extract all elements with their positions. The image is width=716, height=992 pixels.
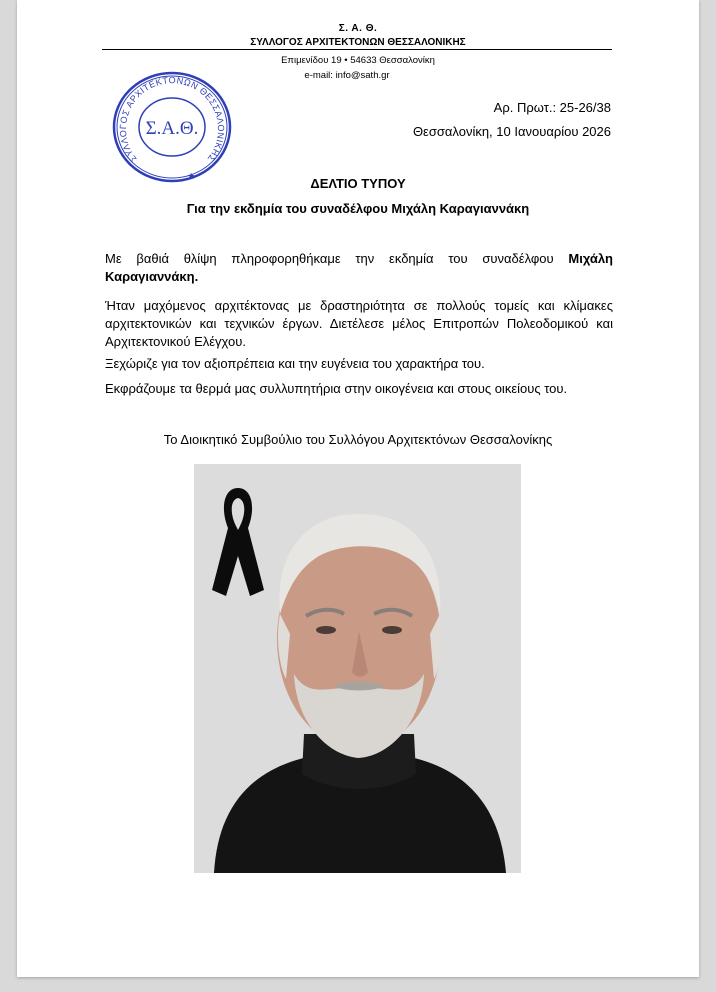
org-name: ΣΥΛΛΟΓΟΣ ΑΡΧΙΤΕΚΤΟΝΩΝ ΘΕΣΣΑΛΟΝΙΚΗΣ <box>250 37 466 48</box>
org-abbreviation: Σ. Α. Θ. <box>338 23 378 34</box>
svg-text:ΣΥΛΛΟΓΟΣ ΑΡΧΙΤΕΚΤΟΝΩΝ ΘΕΣΣΑΛΟΝ: ΣΥΛΛΟΓΟΣ ΑΡΧΙΤΕΚΤΟΝΩΝ ΘΕΣΣΑΛΟΝΙΚΗΣ <box>117 75 227 164</box>
document-date: Θεσσαλονίκη, 10 Ιανουαρίου 2026 <box>412 124 611 139</box>
org-address: Επιμενίδου 19 • 54633 Θεσσαλονίκη <box>281 55 435 66</box>
paragraph-2: Ήταν μαχόμενος αρχιτέκτονας με δραστηριότητα σε πολλούς τομείς και κλίμακες αρχιτεκτονικών και τεχνικών έργων. Διετέλεσε μέλος Επιτροπών Πολεοδομικού και Αρχιτεκτονικού Ελέγχου. <box>105 298 613 349</box>
portrait-photo <box>194 464 521 873</box>
header-divider <box>102 49 612 50</box>
paragraph-3: Ξεχώριζε για τον αξιοπρέπεια και την ευγένεια του χαρακτήρα του. <box>105 356 485 371</box>
protocol-number: Αρ. Πρωτ.: 25-26/38 <box>493 100 611 115</box>
signature-line: Το Διοικητικό Συμβούλιο του Συλλόγου Αρχιτεκτόνων Θεσσαλονίκης <box>163 432 553 447</box>
org-email: e-mail: info@sath.gr <box>304 70 390 81</box>
deceased-name: Μιχάλη Καραγιαννάκη. <box>105 251 613 284</box>
paragraph-4: Εκφράζουμε τα θερμά μας συλλυπητήρια στην οικογένεια και στους οικείους του. <box>105 381 568 396</box>
document-page <box>17 0 699 977</box>
paragraph-1 <box>105 250 613 286</box>
stamp-center-text: Σ.Α.Θ. <box>145 118 199 139</box>
press-release-subtitle: Για την εκδημία του συναδέλφου Μιχάλη Καραγιαννάκη <box>186 201 530 216</box>
svg-text:★: ★ <box>186 171 196 181</box>
association-stamp <box>107 67 237 187</box>
paragraph-1-text: Με βαθιά θλίψη πληροφορηθήκαμε την εκδημία του συναδέλφου <box>105 251 569 266</box>
press-release-title: ΔΕΛΤΙΟ ΤΥΠΟΥ <box>310 176 406 191</box>
